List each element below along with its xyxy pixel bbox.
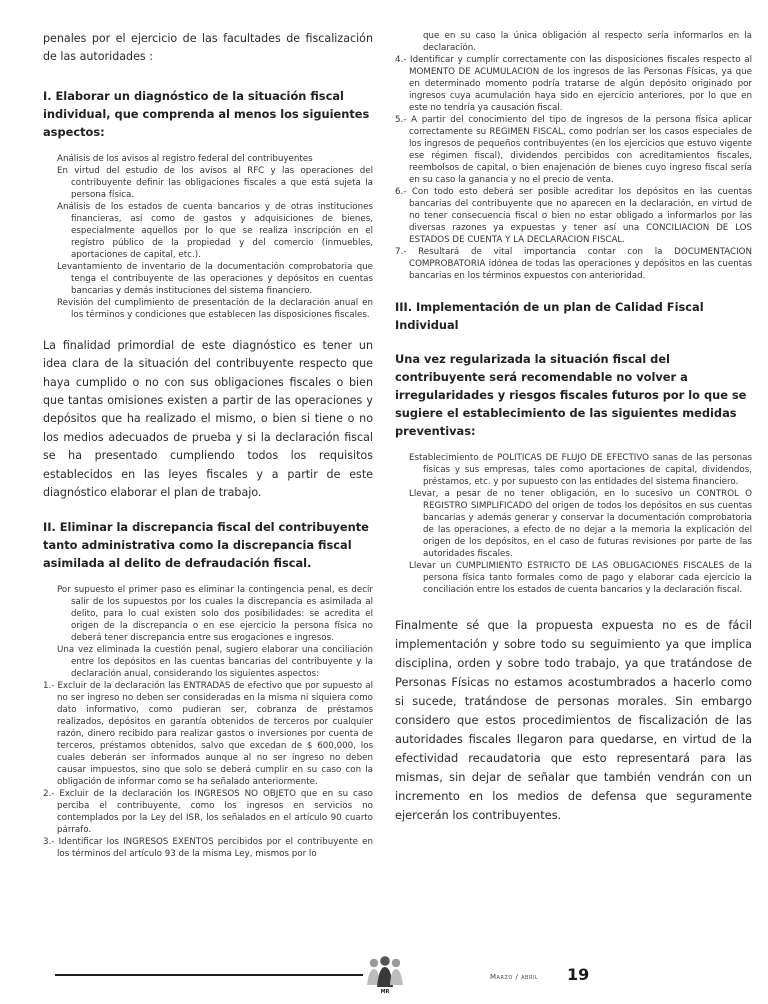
list-item: Análisis de los avisos al registro federal del contribuyentes xyxy=(57,153,313,164)
magazine-logo xyxy=(360,955,410,999)
diagnosis-list xyxy=(43,153,373,321)
section-heading-2: II. Eliminar la discrepancia fiscal del contribuyente tanto administrativa como la discrepancia fiscal asimilada al delito de defraudación fiscal. xyxy=(43,520,369,571)
page-footer xyxy=(0,955,768,1004)
numbered-item: 1.- Excluir de la declaración las ENTRADAS de efectivo que por supuesto al no ser ingreso no deben ser consideradas en la misma ni siquiera como dato informativo, como pudieran ser, cobranza de préstamos realizados, depósitos en garantía obtenidos de terceros por cualquier razón, dinero recibido para realizar gastos o inversiones por cuenta de terceros, préstamos obtenidos, salvo que excedan de $ 600,000, los cuales deberán ser informados aunque al no ser ingreso no deben causar impuestos, sino que solo se deberá cumplir en su caso con la obligación de informar como se ha señalado anteriormente. xyxy=(43,681,373,788)
numbered-item: 7.- Resultará de vital importancia contar con la DOCUMENTACION COMPROBATORIA idónea de todas las operaciones y depósitos en las cuentas bancarias en los términos expuestos con anterioridad. xyxy=(395,247,752,281)
numbered-item: 3.- Identificar los INGRESOS EXENTOS percibidos por el contribuyente en los términos del artículo 93 de la misma Ley, mismos por lo xyxy=(43,837,373,860)
section-heading-1: I. Elaborar un diagnóstico de la situación fiscal individual, que comprenda al menos los siguientes aspectos: xyxy=(43,88,370,139)
list-item: Llevar un CUMPLIMIENTO ESTRICTO DE LAS OBLIGACIONES FISCALES de la persona física tanto formales como de pago y elaborar cada ejercicio la conciliación entre los estados de cuenta bancarios y la declaración fiscal. xyxy=(409,561,752,595)
numbered-item: 2.- Excluir de la declaración los INGRESOS NO OBJETO que en su caso perciba el contribuyente, como los ingresos en servicios no contemplados por la Ley del ISR, los señalados en el artículo 90 cuarto párrafo. xyxy=(43,789,373,836)
list-item: Establecimiento de POLITICAS DE FLUJO DE EFECTIVO sanas de las personas físicas y sus empresas, tales como aportaciones de capital, dividendos, préstamos, etc. y por supuesto con las entidades del sistema financiero. xyxy=(409,453,752,487)
numbered-continuation xyxy=(395,30,752,282)
numbered-item: 5.- A partir del conocimiento del tipo de ingresos de la persona física aplicar correctamente su REGIMEN FISCAL, como podrían ser los casos especiales de los ingresos de pequeños contribuyentes (en los ejercicios que estuvo vigente ese régimen fiscal), dividendos percibidos con acreditamientos fiscales, reembolsos de capital, o bien enajenación de bienes cuyo ingreso fiscal sería en su caso la ganancia y no el precio de venta. xyxy=(395,115,752,185)
numbered-item: 4.- Identificar y cumplir correctamente con las disposiciones fiscales respecto al MOMENTO DE ACUMULACION de los ingresos de las Personas Físicas, ya que en determinado momento podría tratarse de algún depósito originado por ingresos cuya acumulación haya sido en ejercicio anteriores, por lo que en este no tendría ya causación fiscal. xyxy=(395,55,752,113)
section-heading-3: III. Implementación de un plan de Calidad Fiscal Individual xyxy=(395,300,704,332)
page-number: 19 xyxy=(567,965,590,984)
paragraph: Una vez eliminada la cuestión penal, sugiero elaborar una conciliación entre los depósitos en las cuentas bancarias del contribuyente y la declaración anual, considerando los siguientes aspectos: xyxy=(57,645,373,680)
paragraph: Por supuesto el primer paso es eliminar la contingencia penal, es decir salir de los supuestos por los cuales la discrepancia es asimilada al delito, para lo cual existen solo dos posibilidades: se acredita el origen de la discrepancia o en ese ejercicio la persona física no deberá tener discrepancia entre sus erogaciones e ingresos. xyxy=(57,585,373,644)
list-item: Levantamiento de inventario de la documentación comprobatoria que tenga el contribuyente de las operaciones y depósitos en cuentas bancarias y demás instituciones del sistema financiero. xyxy=(57,261,373,296)
issue-date: Marzo / abril xyxy=(490,973,539,981)
diagnosis-paragraph: La finalidad primordial de este diagnóstico es tener un idea clara de la situación del contribuyente respecto que haya cumplido o no con sus obligaciones fiscales o bien que tantas omisiones existen a partir de las operaciones y depósitos que ha realizado el mismo, o bien si tiene o no los medios adecuados de prueba y si la declaración fiscal se ha presentado cumpliendo todos los requisitos establecidos en las leyes fiscales y a partir de este diagnóstico elaborar el plan de trabajo. xyxy=(43,338,373,500)
intro-paragraph: penales por el ejercicio de las facultades de fiscalización de las autoridades : xyxy=(43,32,373,64)
preventive-heading: Una vez regularizada la situación fiscal del contribuyente será recomendable no volver a irregularidades y riesgos fiscales futuros por lo que se sugiere el establecimiento de las siguientes medidas preventivas: xyxy=(395,352,747,438)
preventive-list xyxy=(395,452,752,596)
logo-figures-icon xyxy=(360,955,410,995)
list-item: Análisis de los estados de cuenta bancarios y de otras instituciones financieras, así como de gastos y adquisiciones de bienes, especialmente aquellos por lo que se realiza inscripción en el registro público de la propiedad y del comercio (inmuebles, aportaciones de capital, etc.). xyxy=(57,201,373,260)
right-column xyxy=(395,30,752,825)
logo-text: MR xyxy=(380,989,390,995)
list-item: En virtud del estudio de los avisos al RFC y las operaciones del contribuyente definir las obligaciones fiscales a que está sujeta la persona física. xyxy=(57,165,373,200)
list-item: Llevar, a pesar de no tener obligación, en lo sucesivo un CONTROL O REGISTRO SIMPLIFICADO del origen de todos los depósitos en sus cuentas bancarias y además generar y conservar la documentación comprobatoria de las operaciones, a efecto de no dejar a la memoria la explicación del origen de los depósitos, en el caso de futuras revisiones por parte de las autoridades fiscales. xyxy=(409,489,752,559)
footer-rule xyxy=(55,974,363,976)
numbered-item: 6.- Con todo esto deberá ser posible acreditar los depósitos en las cuentas bancarias del contribuyente que no aparecen en la declaración, en virtud de no tener consecuencia fiscal o bien no estar obligado a informarlos por las diversas razones ya expuestas y tener así una CONCILIACION DE LOS ESTADOS DE CUENTA Y LA DECLARACION FISCAL. xyxy=(395,187,752,245)
continued-text: que en su caso la única obligación al respecto sería informarlos en la declaración. xyxy=(423,31,752,53)
list-item: Revisión del cumplimiento de presentación de la declaración anual en los términos y condiciones que establecen las disposiciones fiscales. xyxy=(57,297,373,320)
discrepancy-text xyxy=(43,584,373,860)
left-column xyxy=(43,30,373,860)
closing-paragraph: Finalmente sé que la propuesta expuesta no es de fácil implementación y sobre todo su seguimiento ya que implica disciplina, orden y sobre todo trabajo, ya que tratándose de Personas Físicas no estamos acostumbrados a hacerlo como si sucede, tratándose de personas morales. Sin embargo considero que estos procedimientos de fiscalización de las autoridades fiscales llegaron para quedarse, en virtud de la efectividad recaudatoria que esto representará para las mismas, sin dejar de señalar que también vendrán con un incremento en los medios de defensa que seguramente ejercerán los contribuyentes. xyxy=(395,618,752,822)
